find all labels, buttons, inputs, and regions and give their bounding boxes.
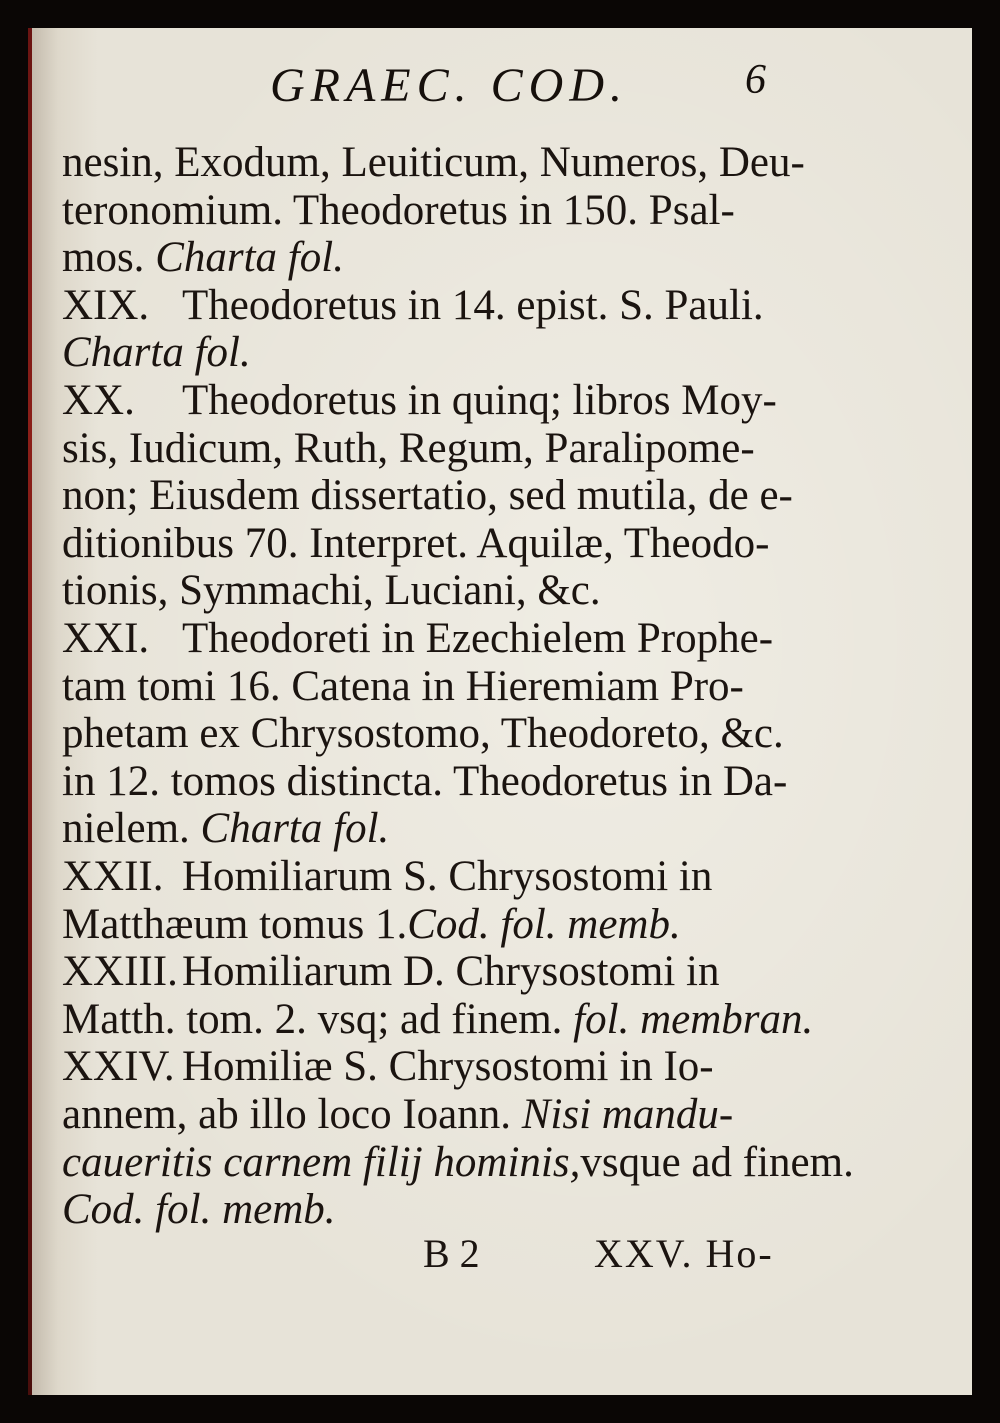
- signature-mark: B 2: [423, 1231, 480, 1276]
- line-text: Homiliarum S. Chrysostomi in: [182, 853, 713, 900]
- text-line: [62, 995, 813, 1044]
- text-line: [62, 947, 720, 996]
- line-text: Matth. tom. 2. vsq; ad finem.: [62, 995, 574, 1043]
- line-italic-text: Cod. fol. memb.: [62, 1186, 336, 1234]
- text-line: [62, 424, 755, 473]
- line-text: teronomium. Theodoretus in 150. Psal-: [62, 186, 735, 234]
- line-text: annem, ab illo loco Ioann.: [62, 1091, 522, 1138]
- text-line: [62, 376, 777, 425]
- text-line: [62, 138, 805, 187]
- codex-number: XXIII.: [62, 948, 178, 996]
- text-line: [62, 328, 251, 377]
- text-line: [62, 662, 744, 711]
- text-line: [62, 1185, 336, 1234]
- catchword: XXV. Ho-: [594, 1231, 774, 1276]
- text-line: [62, 1042, 714, 1091]
- line-italic-text: Nisi mandu-: [521, 1091, 734, 1138]
- codex-number: XXI.: [62, 615, 150, 662]
- line-italic-text: Charta fol.: [155, 234, 344, 282]
- line-italic-text: Cod. fol. memb.: [407, 900, 681, 948]
- text-line: [62, 804, 389, 853]
- line-text: in 12. tomos distincta. Theodoretus in Da-: [62, 757, 788, 805]
- text-line: [62, 1138, 854, 1187]
- line-italic-text: Charta fol.: [62, 329, 251, 377]
- text-line: [62, 900, 681, 949]
- text-line: [62, 471, 793, 520]
- codex-number: XXIV.: [62, 1043, 175, 1091]
- text-line: [62, 519, 769, 568]
- text-line: [62, 566, 601, 615]
- folio-number: 6: [745, 57, 766, 103]
- line-italic-text: caueritis carnem filij hominis,: [62, 1138, 581, 1186]
- line-text: Theodoretus in quinq; libros Moy-: [182, 377, 777, 424]
- line-text: Homiliarum D. Chrysostomi in: [182, 948, 720, 996]
- line-text: tam tomi 16. Catena in Hieremiam Pro-: [62, 662, 744, 710]
- line-text: Homiliæ S. Chrysostomi in Io-: [182, 1043, 714, 1091]
- line-text: nesin, Exodum, Leuiticum, Numeros, Deu-: [62, 139, 805, 186]
- text-line: [62, 186, 735, 235]
- codex-number: XXII.: [62, 853, 164, 900]
- line-tail-text: vsque ad finem.: [580, 1138, 854, 1186]
- text-line: [62, 281, 764, 330]
- text-line: [62, 709, 784, 758]
- line-text: Theodoreti in Ezechielem Prophe-: [182, 615, 774, 662]
- text-line: [62, 852, 712, 901]
- text-line: [62, 614, 773, 663]
- line-text: mos.: [62, 234, 156, 282]
- running-head: GRAEC. COD.: [270, 59, 628, 112]
- codex-number: XX.: [62, 377, 135, 424]
- text-line: [62, 1090, 733, 1139]
- line-text: tionis, Symmachi, Luciani, &c.: [62, 567, 601, 615]
- line-text: Matthæum tomus 1.: [62, 900, 408, 948]
- line-text: ditionibus 70. Interpret. Aquilæ, Theodo-: [62, 519, 770, 567]
- line-text: sis, Iudicum, Ruth, Regum, Paralipome-: [62, 424, 755, 472]
- line-text: non; Eiusdem dissertatio, sed mutila, de e-: [62, 472, 793, 520]
- line-italic-text: Charta fol.: [200, 805, 390, 853]
- text-line: [62, 233, 344, 282]
- codex-number: XIX.: [62, 281, 150, 329]
- line-text: nielem.: [62, 805, 201, 853]
- binding-edge: [28, 28, 32, 1395]
- text-line: [62, 757, 787, 806]
- line-italic-text: fol. membran.: [573, 995, 814, 1043]
- line-text: Theodoretus in 14. epist. S. Pauli.: [182, 281, 764, 329]
- line-text: phetam ex Chrysostomo, Theodoreto, &c.: [62, 710, 784, 758]
